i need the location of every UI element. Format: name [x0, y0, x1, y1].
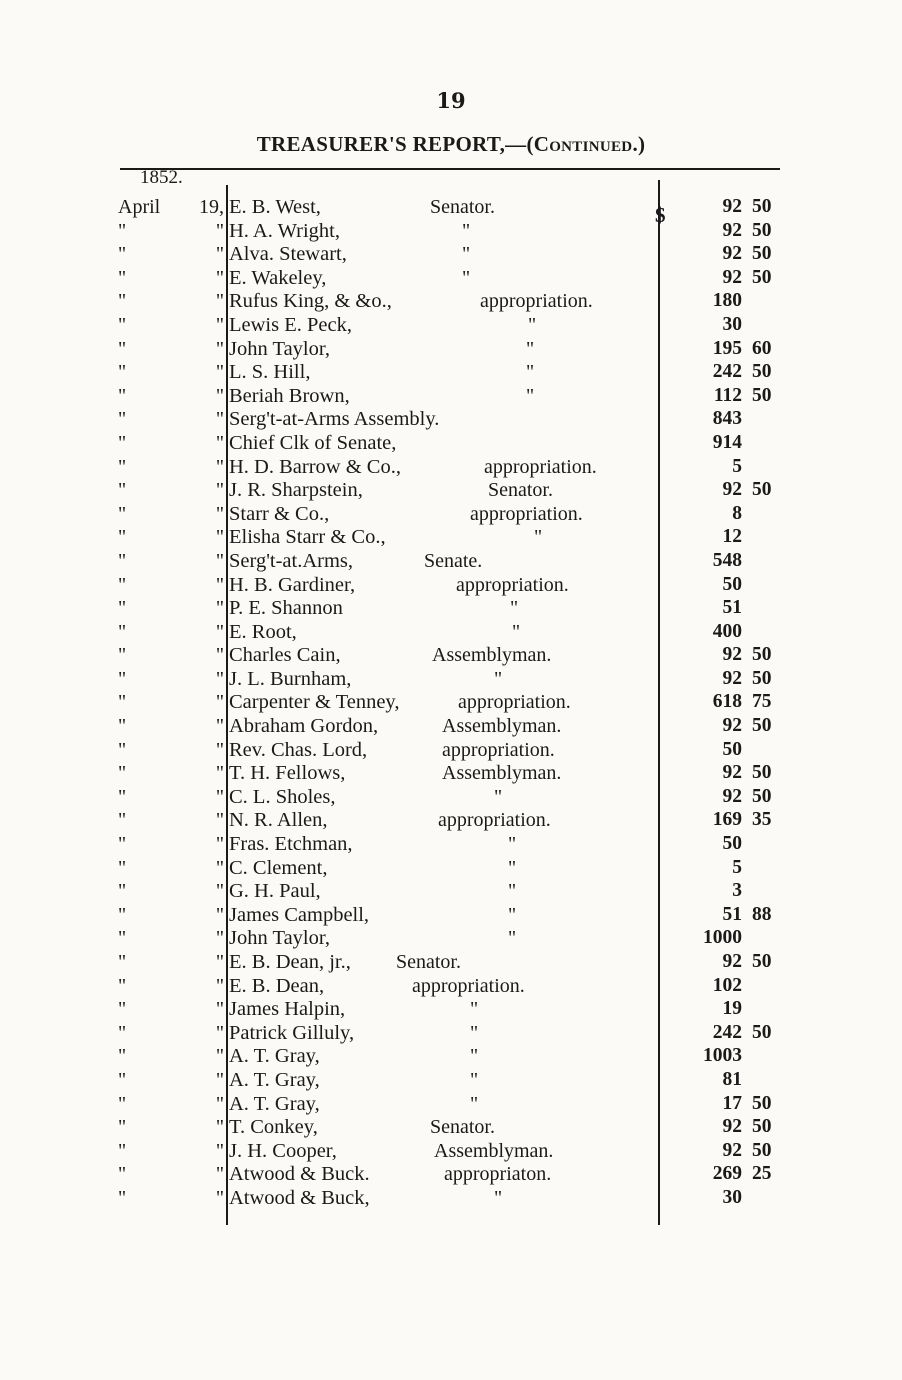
row-name: Rufus King, & &o.,	[229, 290, 392, 313]
table-row	[0, 1140, 902, 1164]
row-day: "	[215, 361, 224, 384]
row-day: "	[215, 620, 224, 643]
table-row	[0, 503, 902, 527]
table-row	[0, 762, 902, 786]
row-month: "	[118, 526, 127, 549]
row-month: "	[118, 785, 127, 808]
row-cents: 50	[752, 196, 772, 217]
table-row	[0, 1116, 902, 1140]
row-name: Atwood & Buck,	[229, 1186, 370, 1209]
row-type: Senator.	[396, 951, 461, 973]
row-type: "	[528, 313, 537, 336]
row-type: "	[534, 526, 543, 549]
row-day: "	[215, 667, 224, 690]
row-day: "	[215, 762, 224, 785]
table-row	[0, 432, 902, 456]
row-month: "	[118, 1139, 127, 1162]
row-cents: 50	[752, 644, 772, 666]
row-day: "	[215, 219, 224, 242]
row-type: appropriation.	[480, 290, 593, 313]
row-cents: 50	[752, 762, 772, 784]
report-title	[0, 132, 902, 157]
row-day: "	[215, 833, 224, 856]
row-day: 19,	[199, 196, 224, 218]
row-cents: 50	[752, 479, 772, 501]
row-dollars: 1003	[703, 1045, 742, 1067]
row-dollars: 242	[712, 1021, 742, 1043]
table-row	[0, 361, 902, 385]
row-cents: 35	[752, 809, 772, 831]
row-day: "	[215, 384, 224, 407]
row-day: "	[215, 809, 224, 832]
row-dollars: 5	[732, 856, 742, 878]
row-day: "	[215, 1021, 224, 1044]
row-dollars: 92	[722, 762, 742, 784]
row-month: "	[118, 1021, 127, 1044]
row-day: "	[215, 1068, 224, 1091]
header-rule	[120, 168, 780, 170]
row-cents: 50	[752, 951, 772, 972]
row-type: "	[494, 785, 503, 808]
row-type: "	[526, 361, 535, 384]
row-day: "	[215, 455, 224, 478]
row-month: "	[118, 290, 127, 313]
row-dollars: 3	[732, 880, 742, 902]
row-day: "	[215, 573, 224, 596]
row-type: "	[470, 1021, 479, 1044]
row-day: "	[215, 502, 224, 525]
row-type: Senator.	[430, 1116, 495, 1139]
table-row	[0, 691, 902, 715]
row-name: H. D. Barrow & Co.,	[229, 455, 401, 478]
row-cents: 75	[752, 691, 772, 713]
row-cents: 50	[752, 243, 772, 265]
row-month: "	[118, 243, 127, 266]
row-cents: 50	[752, 384, 772, 406]
row-day: "	[215, 266, 224, 289]
table-row	[0, 574, 902, 598]
row-dollars: 50	[722, 738, 742, 760]
table-row	[0, 951, 902, 975]
row-day: "	[215, 526, 224, 549]
row-name: John Taylor,	[229, 337, 330, 360]
row-type: "	[526, 337, 535, 360]
row-day: "	[215, 549, 224, 572]
row-name: Elisha Starr & Co.,	[229, 526, 386, 549]
row-month: "	[118, 974, 127, 997]
row-type: appropriation.	[442, 738, 555, 761]
table-row	[0, 739, 902, 763]
table-row	[0, 220, 902, 244]
row-month: April	[118, 196, 161, 218]
row-month: "	[118, 667, 127, 690]
row-name: A. T. Gray,	[229, 1068, 320, 1091]
row-name: H. A. Wright,	[229, 219, 340, 242]
row-type: "	[510, 597, 519, 620]
table-row	[0, 196, 902, 220]
row-day: "	[215, 243, 224, 266]
row-name: Chief Clk of Senate,	[229, 431, 397, 454]
row-type: "	[508, 880, 517, 903]
row-type: "	[462, 219, 471, 242]
row-month: "	[118, 479, 127, 502]
row-dollars: 8	[732, 502, 742, 524]
row-month: "	[118, 549, 127, 572]
row-name: E. Wakeley,	[229, 266, 327, 289]
row-day: "	[215, 1186, 224, 1209]
row-cents: 50	[752, 1021, 772, 1043]
row-day: "	[215, 313, 224, 336]
row-dollars: 548	[712, 549, 742, 571]
row-type: "	[508, 903, 517, 926]
row-type: "	[508, 833, 517, 856]
table-row	[0, 550, 902, 574]
row-month: "	[118, 738, 127, 761]
row-type: appropriation.	[412, 974, 525, 997]
row-cents: 50	[752, 1092, 772, 1114]
table-row	[0, 267, 902, 291]
row-type: Senator.	[488, 479, 553, 502]
row-dollars: 269	[712, 1163, 742, 1185]
row-day: "	[215, 1045, 224, 1068]
row-day: "	[215, 337, 224, 360]
row-cents: 50	[752, 361, 772, 383]
row-name: Beriah Brown,	[229, 384, 350, 407]
page-number: 19	[436, 88, 466, 113]
row-dollars: 92	[722, 715, 742, 737]
row-day: "	[215, 715, 224, 738]
table-row	[0, 998, 902, 1022]
table-row	[0, 479, 902, 503]
table-row	[0, 644, 902, 668]
row-month: "	[118, 1092, 127, 1115]
row-day: "	[215, 1116, 224, 1139]
row-dollars: 92	[722, 266, 742, 288]
row-name: Serg't-at.Arms,	[229, 549, 354, 572]
row-dollars: 81	[722, 1068, 742, 1090]
row-name: J. R. Sharpstein,	[229, 479, 363, 502]
row-month: "	[118, 502, 127, 525]
row-month: "	[118, 715, 127, 738]
table-row	[0, 456, 902, 480]
row-month: "	[118, 809, 127, 832]
table-row	[0, 290, 902, 314]
row-month: "	[118, 337, 127, 360]
row-month: "	[118, 384, 127, 407]
row-dollars: 92	[722, 667, 742, 689]
row-type: "	[508, 856, 517, 879]
row-cents: 88	[752, 903, 772, 925]
row-type: "	[512, 620, 521, 643]
row-name: Charles Cain,	[229, 644, 341, 667]
row-name: Serg't-at-Arms Assembly.	[229, 408, 440, 431]
table-row	[0, 904, 902, 928]
row-month: "	[118, 1163, 127, 1186]
row-name: E. Root,	[229, 620, 297, 643]
row-type: appropriation.	[438, 809, 551, 832]
row-day: "	[215, 785, 224, 808]
table-row	[0, 927, 902, 951]
row-dollars: 92	[722, 1139, 742, 1161]
row-month: "	[118, 1186, 127, 1209]
row-day: "	[215, 974, 224, 997]
table-row	[0, 1022, 902, 1046]
row-month: "	[118, 1068, 127, 1091]
row-month: "	[118, 691, 127, 714]
row-cents: 50	[752, 266, 772, 288]
row-name: A. T. Gray,	[229, 1045, 320, 1068]
row-type: Senate.	[424, 549, 483, 572]
row-type: "	[470, 1068, 479, 1091]
table-row	[0, 786, 902, 810]
row-type: Assemblyman.	[434, 1139, 554, 1162]
row-month: "	[118, 998, 127, 1021]
row-type: "	[462, 243, 471, 266]
row-cents: 50	[752, 715, 772, 737]
table-row	[0, 338, 902, 362]
table-row	[0, 408, 902, 432]
row-dollars: 92	[722, 785, 742, 807]
row-type: Assemblyman.	[432, 644, 552, 667]
row-dollars: 169	[712, 809, 742, 831]
row-month: "	[118, 431, 127, 454]
row-day: "	[215, 738, 224, 761]
row-month: "	[118, 455, 127, 478]
table-row	[0, 1045, 902, 1069]
row-name: James Halpin,	[229, 998, 346, 1021]
ledger-table	[0, 196, 902, 1211]
report-year: 1852.	[140, 167, 183, 188]
row-month: "	[118, 1116, 127, 1139]
row-type: appropriation.	[484, 455, 597, 478]
row-name: A. T. Gray,	[229, 1092, 320, 1115]
row-month: "	[118, 880, 127, 903]
row-name: Atwood & Buck.	[229, 1163, 370, 1186]
row-dollars: 30	[722, 313, 742, 335]
row-type: "	[470, 998, 479, 1021]
row-type: "	[470, 1045, 479, 1068]
row-dollars: 50	[722, 573, 742, 595]
table-row	[0, 880, 902, 904]
row-cents: 50	[752, 219, 772, 241]
row-type: Senator.	[430, 196, 495, 218]
row-type: "	[526, 384, 535, 407]
row-dollars: 92	[722, 1116, 742, 1138]
row-day: "	[215, 644, 224, 667]
row-cents: 50	[752, 785, 772, 807]
report-title-main: TREASURER'S REPORT,	[256, 132, 506, 156]
row-month: "	[118, 927, 127, 950]
row-type: "	[462, 266, 471, 289]
row-day: "	[215, 1092, 224, 1115]
row-name: T. H. Fellows,	[229, 762, 346, 785]
row-name: J. H. Cooper,	[229, 1139, 337, 1162]
row-day: "	[215, 479, 224, 502]
row-day: "	[215, 998, 224, 1021]
row-dollars: 50	[722, 833, 742, 855]
row-day: "	[215, 597, 224, 620]
row-month: "	[118, 408, 127, 431]
row-dollars: 51	[722, 903, 742, 925]
row-month: "	[118, 266, 127, 289]
row-type: appropriaton.	[444, 1163, 552, 1186]
row-month: "	[118, 573, 127, 596]
row-cents: 50	[752, 667, 772, 689]
row-type: "	[470, 1092, 479, 1115]
row-day: "	[215, 691, 224, 714]
row-dollars: 843	[712, 408, 742, 430]
row-dollars: 92	[722, 644, 742, 666]
row-day: "	[215, 1139, 224, 1162]
row-name: J. L. Burnham,	[229, 667, 352, 690]
row-type: appropriation.	[470, 502, 583, 525]
table-row	[0, 1163, 902, 1187]
report-title-continued: —(Continued.)	[505, 132, 646, 156]
row-month: "	[118, 833, 127, 856]
table-row	[0, 385, 902, 409]
row-dollars: 19	[722, 998, 742, 1020]
row-type: "	[494, 1186, 503, 1209]
row-type: Assemblyman.	[442, 715, 562, 738]
row-day: "	[215, 951, 224, 973]
row-dollars: 102	[712, 974, 742, 996]
row-name: E. B. Dean,	[229, 974, 325, 997]
row-dollars: 30	[722, 1186, 742, 1208]
row-dollars: 51	[722, 597, 742, 619]
row-dollars: 17	[722, 1092, 742, 1114]
table-row	[0, 621, 902, 645]
row-day: "	[215, 1163, 224, 1186]
row-month: "	[118, 762, 127, 785]
row-name: Alva. Stewart,	[229, 243, 347, 266]
row-name: E. B. Dean, jr.,	[229, 951, 351, 973]
row-day: "	[215, 290, 224, 313]
row-month: "	[118, 361, 127, 384]
row-month: "	[118, 951, 127, 973]
currency-symbol: $	[655, 203, 666, 227]
row-dollars: 92	[722, 243, 742, 265]
row-day: "	[215, 431, 224, 454]
row-name: P. E. Shannon	[229, 597, 343, 620]
row-type: appropriation.	[456, 573, 569, 596]
row-name: James Campbell,	[229, 903, 370, 926]
row-month: "	[118, 620, 127, 643]
row-name: C. Clement,	[229, 856, 328, 879]
row-name: Fras. Etchman,	[229, 833, 353, 856]
table-row	[0, 1093, 902, 1117]
row-name: Carpenter & Tenney,	[229, 691, 400, 714]
table-row	[0, 314, 902, 338]
row-month: "	[118, 313, 127, 336]
table-row	[0, 1069, 902, 1093]
row-dollars: 180	[712, 290, 742, 312]
table-row	[0, 975, 902, 999]
row-name: Lewis E. Peck,	[229, 313, 352, 336]
row-dollars: 92	[722, 196, 742, 217]
row-dollars: 12	[722, 526, 742, 548]
table-row	[0, 668, 902, 692]
row-day: "	[215, 408, 224, 431]
table-row	[0, 857, 902, 881]
row-name: G. H. Paul,	[229, 880, 321, 903]
row-dollars: 1000	[703, 927, 742, 949]
table-row	[0, 833, 902, 857]
row-dollars: 92	[722, 479, 742, 501]
row-name: Starr & Co.,	[229, 502, 330, 525]
row-month: "	[118, 1045, 127, 1068]
row-month: "	[118, 219, 127, 242]
row-cents: 25	[752, 1163, 772, 1185]
row-day: "	[215, 856, 224, 879]
table-row	[0, 597, 902, 621]
row-month: "	[118, 644, 127, 667]
row-name: T. Conkey,	[229, 1116, 318, 1139]
row-dollars: 5	[732, 455, 742, 477]
row-name: E. B. West,	[229, 196, 321, 218]
row-day: "	[215, 880, 224, 903]
row-type: Assemblyman.	[442, 762, 562, 785]
row-dollars: 914	[712, 431, 742, 453]
row-name: Rev. Chas. Lord,	[229, 738, 368, 761]
row-month: "	[118, 903, 127, 926]
row-day: "	[215, 927, 224, 950]
row-cents: 50	[752, 1116, 772, 1138]
row-type: "	[494, 667, 503, 690]
row-dollars: 195	[712, 337, 742, 359]
row-name: C. L. Sholes,	[229, 785, 336, 808]
row-dollars: 92	[722, 951, 742, 972]
row-dollars: 242	[712, 361, 742, 383]
table-row	[0, 243, 902, 267]
row-name: John Taylor,	[229, 927, 330, 950]
row-type: "	[508, 927, 517, 950]
table-row	[0, 1187, 902, 1211]
table-row	[0, 809, 902, 833]
row-dollars: 112	[713, 384, 742, 406]
row-month: "	[118, 856, 127, 879]
row-name: Abraham Gordon,	[229, 715, 379, 738]
row-type: appropriation.	[458, 691, 571, 714]
row-dollars: 400	[712, 620, 742, 642]
table-row	[0, 526, 902, 550]
row-name: L. S. Hill,	[229, 361, 311, 384]
row-day: "	[215, 903, 224, 926]
row-dollars: 618	[712, 691, 742, 713]
table-row	[0, 715, 902, 739]
row-cents: 50	[752, 1139, 772, 1161]
row-dollars: 92	[722, 219, 742, 241]
row-month: "	[118, 597, 127, 620]
row-name: H. B. Gardiner,	[229, 573, 356, 596]
row-name: N. R. Allen,	[229, 809, 328, 832]
row-cents: 60	[752, 337, 772, 359]
row-name: Patrick Gilluly,	[229, 1021, 355, 1044]
